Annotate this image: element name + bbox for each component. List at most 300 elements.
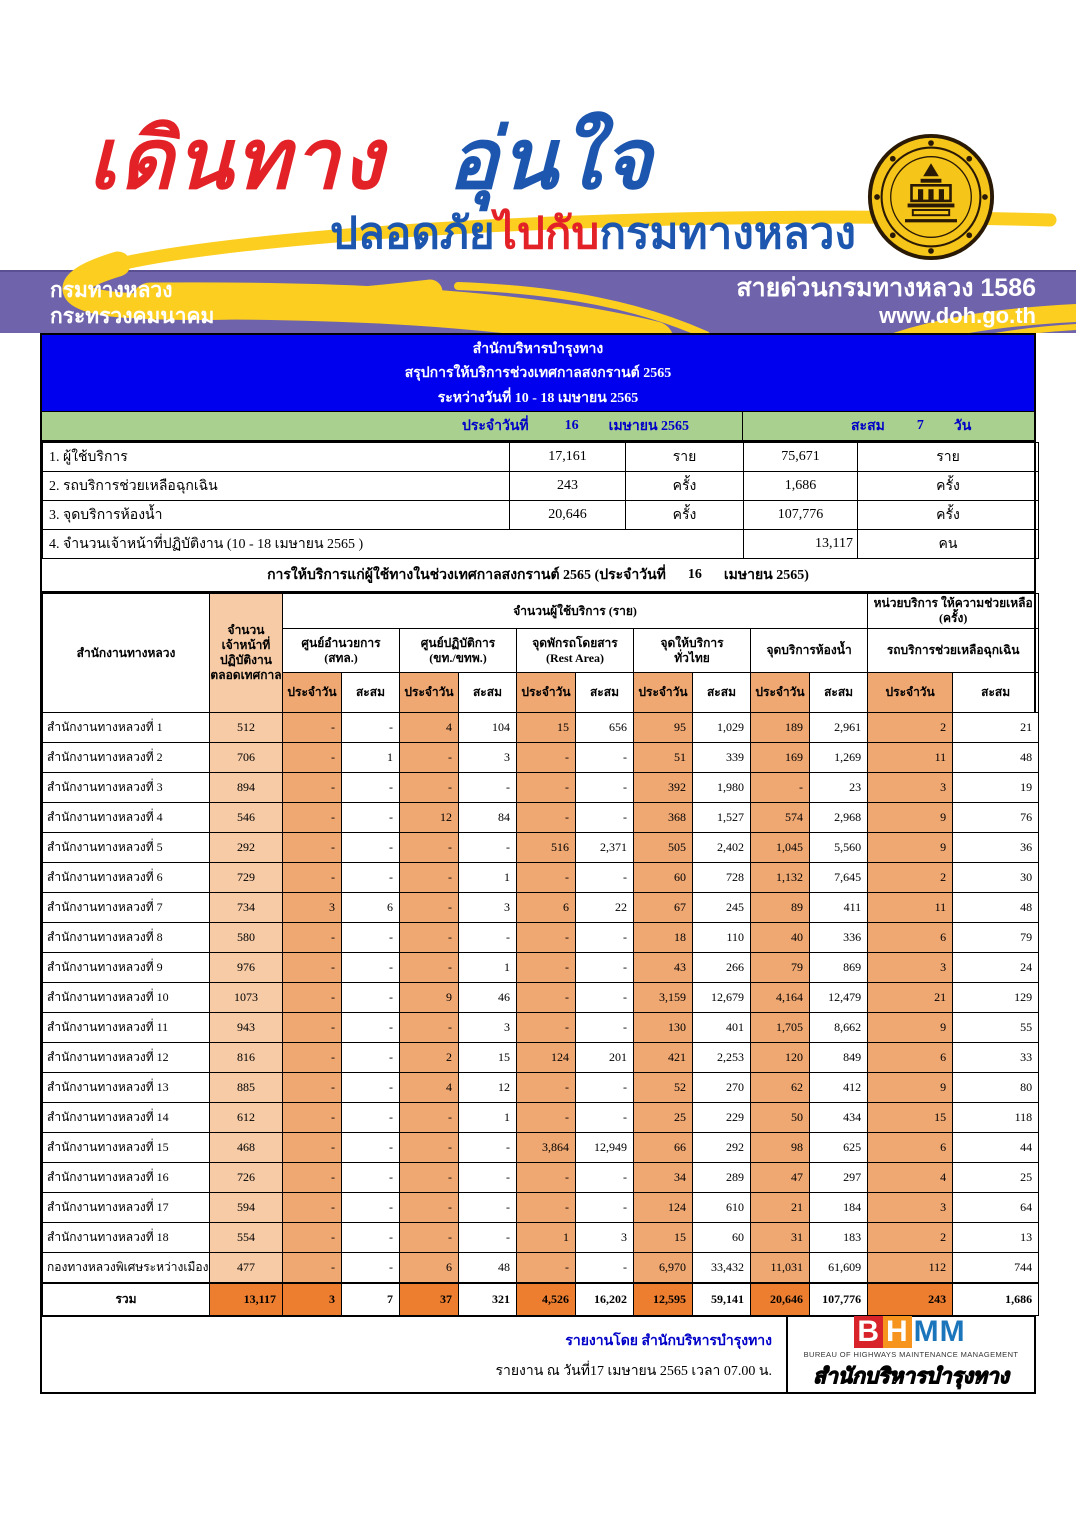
cum-value: 110: [693, 923, 751, 953]
cum-value: -: [342, 1253, 400, 1283]
daily-value: -: [283, 1163, 342, 1193]
cum-value: 44: [953, 1133, 1039, 1163]
cum-value: 12,479: [810, 983, 868, 1013]
cum-value: 8,662: [810, 1013, 868, 1043]
office-name: สำนักงานทางหลวงที่ 13: [43, 1073, 210, 1103]
summary-cum-value: 13,117: [744, 530, 858, 559]
subheader-restroom: [751, 629, 868, 673]
daily-value: -: [517, 773, 576, 803]
daily-value: 9: [400, 983, 459, 1013]
daily-value: 189: [751, 713, 810, 743]
cum-value: 625: [810, 1133, 868, 1163]
daily-value: -: [517, 863, 576, 893]
daily-col-header: ประจำวัน: [517, 673, 576, 713]
office-name: สำนักงานทางหลวงที่ 18: [43, 1223, 210, 1253]
daily-value: 98: [751, 1133, 810, 1163]
daily-value: 52: [634, 1073, 693, 1103]
report-meta: [495, 1327, 772, 1387]
daily-value: 6: [868, 1043, 953, 1073]
cum-value: -: [342, 1043, 400, 1073]
daily-value: -: [400, 773, 459, 803]
subheader-line: ศูนย์อำนวยการ: [301, 635, 381, 650]
summary-row: [43, 472, 1039, 501]
cum-value: -: [342, 863, 400, 893]
daily-value: 3: [868, 773, 953, 803]
staff-count: 729: [210, 863, 283, 893]
summary-table: [42, 442, 1039, 559]
daily-value: 89: [751, 893, 810, 923]
daily-value: 43: [634, 953, 693, 983]
report-document: [40, 333, 1036, 1394]
subheader-service-points: [634, 629, 751, 673]
cum-value: -: [459, 923, 517, 953]
cum-value: 30: [953, 863, 1039, 893]
daily-value: -: [517, 1253, 576, 1283]
summary-cum-unit: คน: [858, 530, 1039, 559]
daily-value: -: [400, 923, 459, 953]
office-name: สำนักงานทางหลวงที่ 2: [43, 743, 210, 773]
daily-value: -: [517, 1103, 576, 1133]
daily-value: 574: [751, 803, 810, 833]
cum-value: 266: [693, 953, 751, 983]
office-row: [43, 1103, 1039, 1133]
subheader-line: ทั่วไทย: [674, 650, 710, 665]
total-cell: 7: [342, 1283, 400, 1316]
office-row: [43, 1163, 1039, 1193]
cum-value: 80: [953, 1073, 1039, 1103]
daily-value: -: [517, 953, 576, 983]
bhmm-letters-mm: MM: [913, 1315, 966, 1348]
summary-cum-unit: ครั้ง: [858, 472, 1039, 501]
daily-value: -: [400, 1133, 459, 1163]
daily-value: -: [517, 803, 576, 833]
staff-column-header: [210, 594, 283, 713]
daily-value: 9: [868, 803, 953, 833]
subheader-line: (ขท./ขทพ.): [429, 650, 487, 665]
daily-value: 421: [634, 1043, 693, 1073]
cum-value: 61,609: [810, 1253, 868, 1283]
daily-value: 21: [868, 983, 953, 1013]
cum-value: 104: [459, 713, 517, 743]
daily-value: 6: [868, 1133, 953, 1163]
office-name: สำนักงานทางหลวงที่ 12: [43, 1043, 210, 1073]
daily-value: -: [400, 1163, 459, 1193]
daily-value: -: [283, 1103, 342, 1133]
department-name-block: [50, 278, 214, 330]
cum-value: 1: [459, 863, 517, 893]
cum-value: 7,645: [810, 863, 868, 893]
cum-value: 5,560: [810, 833, 868, 863]
office-name: สำนักงานทางหลวงที่ 15: [43, 1133, 210, 1163]
daily-value: 47: [751, 1163, 810, 1193]
bhmm-letter-h: H: [883, 1316, 912, 1348]
daily-value: 15: [634, 1223, 693, 1253]
users-group-header: จำนวนผู้ใช้บริการ (ราย): [283, 594, 868, 629]
daily-value: 18: [634, 923, 693, 953]
main-table-title-day: 16: [687, 567, 702, 582]
cum-value: 79: [953, 923, 1039, 953]
daily-value: 9: [868, 1013, 953, 1043]
main-table-title-prefix: การให้บริการแก่ผู้ใช้ทางในช่วงเทศกาลสงกรานต์ 2565 (ประจำวันที่: [267, 568, 666, 583]
cum-value: 184: [810, 1193, 868, 1223]
staff-count: 885: [210, 1073, 283, 1103]
daily-value: 4: [868, 1163, 953, 1193]
daily-value: 21: [751, 1193, 810, 1223]
office-row: [43, 893, 1039, 923]
staff-count: 976: [210, 953, 283, 983]
daily-value: 6: [517, 893, 576, 923]
brand-title-blue: อุ่นใจ: [447, 112, 654, 206]
daily-value: 4,164: [751, 983, 810, 1013]
daily-value: -: [283, 953, 342, 983]
office-name: สำนักงานทางหลวงที่ 6: [43, 863, 210, 893]
cum-value: -: [342, 713, 400, 743]
daily-value: 79: [751, 953, 810, 983]
daily-value: -: [283, 1193, 342, 1223]
total-staff: 13,117: [210, 1283, 283, 1316]
daily-value: -: [400, 1103, 459, 1133]
brand-title-red: เดินทาง: [88, 112, 385, 206]
cum-value: 297: [810, 1163, 868, 1193]
staff-count: 546: [210, 803, 283, 833]
daily-col-header: ประจำวัน: [634, 673, 693, 713]
cum-col-header: สะสม: [953, 673, 1039, 713]
daily-value: 11,031: [751, 1253, 810, 1283]
cum-value: 33,432: [693, 1253, 751, 1283]
assist-group-header: หน่วยบริการ ให้ความช่วยเหลือ (ครั้ง): [868, 594, 1039, 629]
office-row: [43, 833, 1039, 863]
daily-value: 124: [634, 1193, 693, 1223]
daily-value: -: [283, 803, 342, 833]
office-name: สำนักงานทางหลวงที่ 16: [43, 1163, 210, 1193]
office-row: [43, 953, 1039, 983]
bhmm-letters: [854, 1316, 967, 1348]
subheader-rest-area: [517, 629, 634, 673]
staff-header-line: เจ้าหน้าที่: [221, 638, 271, 652]
website-url: www.doh.go.th: [879, 303, 1036, 328]
cum-value: -: [576, 1073, 634, 1103]
cum-value: 13: [953, 1223, 1039, 1253]
daily-date-month: เมษายน 2565: [608, 419, 690, 434]
office-name: สำนักงานทางหลวงที่ 10: [43, 983, 210, 1013]
hotline-block: [736, 275, 1036, 329]
header-group-row: [43, 594, 1039, 629]
daily-value: 1: [517, 1223, 576, 1253]
total-cell: 107,776: [810, 1283, 868, 1316]
office-name: สำนักงานทางหลวงที่ 9: [43, 953, 210, 983]
office-row: [43, 773, 1039, 803]
office-row: [43, 983, 1039, 1013]
cumulative-days: 7: [916, 418, 924, 433]
cum-value: 3: [459, 743, 517, 773]
cum-value: -: [342, 923, 400, 953]
daily-date-day: 16: [564, 418, 579, 433]
cum-value: 24: [953, 953, 1039, 983]
total-cell: 4,526: [517, 1283, 576, 1316]
daily-value: -: [517, 983, 576, 1013]
office-row: [43, 1013, 1039, 1043]
daily-value: -: [400, 743, 459, 773]
daily-value: -: [283, 923, 342, 953]
cum-col-header: สะสม: [459, 673, 517, 713]
cum-value: -: [342, 1223, 400, 1253]
cum-value: -: [342, 1103, 400, 1133]
department-name: กรมทางหลวง: [50, 279, 173, 302]
cum-value: 3: [576, 1223, 634, 1253]
total-cell: 37: [400, 1283, 459, 1316]
daily-value: 2: [868, 863, 953, 893]
cum-value: 2,968: [810, 803, 868, 833]
daily-value: 120: [751, 1043, 810, 1073]
subheader-line: (Rest Area): [545, 650, 605, 665]
daily-value: -: [283, 743, 342, 773]
cum-value: -: [342, 803, 400, 833]
cum-value: -: [576, 773, 634, 803]
staff-count: 554: [210, 1223, 283, 1253]
cum-value: 1: [459, 953, 517, 983]
staff-count: 612: [210, 1103, 283, 1133]
cum-value: 849: [810, 1043, 868, 1073]
daily-value: -: [751, 773, 810, 803]
cum-value: -: [576, 953, 634, 983]
summary-daily-value: 17,161: [510, 443, 626, 472]
cum-value: -: [342, 833, 400, 863]
cum-value: -: [576, 803, 634, 833]
cum-value: -: [576, 923, 634, 953]
cum-value: -: [459, 773, 517, 803]
staff-count: 894: [210, 773, 283, 803]
daily-value: -: [283, 863, 342, 893]
office-name: สำนักงานทางหลวงที่ 14: [43, 1103, 210, 1133]
daily-value: -: [400, 1223, 459, 1253]
summary-cum-unit: ครั้ง: [858, 501, 1039, 530]
cumulative-days-unit: วัน: [953, 419, 972, 434]
office-row: [43, 863, 1039, 893]
daily-col-header: ประจำวัน: [751, 673, 810, 713]
tagline-part2: ไปกับ: [494, 209, 600, 258]
cum-value: 336: [810, 923, 868, 953]
daily-value: -: [400, 953, 459, 983]
cum-value: 728: [693, 863, 751, 893]
cum-value: 2,402: [693, 833, 751, 863]
staff-count: 477: [210, 1253, 283, 1283]
daily-value: 62: [751, 1073, 810, 1103]
cum-value: 183: [810, 1223, 868, 1253]
cum-value: 1,980: [693, 773, 751, 803]
cum-value: 1: [459, 1103, 517, 1133]
office-row: [43, 1133, 1039, 1163]
cum-value: 270: [693, 1073, 751, 1103]
daily-value: 51: [634, 743, 693, 773]
total-row: [43, 1283, 1039, 1316]
office-row: [43, 1223, 1039, 1253]
office-row: [43, 1193, 1039, 1223]
report-title-line1: สำนักบริหารบำรุงทาง: [472, 341, 604, 357]
cum-value: 3: [459, 1013, 517, 1043]
cum-value: 1: [342, 743, 400, 773]
tagline-part3: กรมทางหลวง: [599, 209, 856, 258]
staff-header-line: จำนวน: [227, 623, 265, 637]
cum-value: 412: [810, 1073, 868, 1103]
daily-value: 60: [634, 863, 693, 893]
daily-value: 66: [634, 1133, 693, 1163]
daily-value: 4: [400, 713, 459, 743]
subheader-line: จุดบริการห้องน้ำ: [766, 643, 852, 657]
total-cell: 20,646: [751, 1283, 810, 1316]
cumulative-label: สะสม: [851, 419, 885, 434]
daily-value: 368: [634, 803, 693, 833]
cum-value: -: [459, 1223, 517, 1253]
office-column-header: สำนักงานทางหลวง: [43, 594, 210, 713]
daily-col-header: ประจำวัน: [400, 673, 459, 713]
bhmm-caption-th: สำนักบริหารบำรุงทาง: [813, 1364, 1009, 1388]
report-title-line2: สรุปการให้บริการช่วงเทศกาลสงกรานต์ 2565: [404, 366, 672, 381]
subheader-line: (สทล.): [324, 650, 358, 665]
summary-label: 1. ผู้ใช้บริการ: [43, 443, 510, 472]
staff-count: 726: [210, 1163, 283, 1193]
main-table-title: [42, 559, 1034, 593]
total-cell: 321: [459, 1283, 517, 1316]
office-row: [43, 743, 1039, 773]
subheader-line: รถบริการช่วยเหลือฉุกเฉิน: [886, 643, 1020, 657]
doh-seal-icon: [866, 132, 996, 262]
daily-value: -: [517, 1013, 576, 1043]
date-row-cumulative: [743, 412, 1034, 440]
summary-row: [43, 501, 1039, 530]
daily-value: 9: [868, 833, 953, 863]
cum-value: -: [342, 1013, 400, 1043]
cum-value: 48: [459, 1253, 517, 1283]
staff-count: 1073: [210, 983, 283, 1013]
cum-value: 201: [576, 1043, 634, 1073]
daily-value: 2: [868, 713, 953, 743]
summary-label: 4. จำนวนเจ้าหน้าที่ปฏิบัติงาน (10 - 18 เมษายน 2565 ): [43, 530, 744, 559]
subheader-operation-units: [400, 629, 517, 673]
cum-value: 118: [953, 1103, 1039, 1133]
summary-label: 2. รถบริการช่วยเหลือฉุกเฉิน: [43, 472, 510, 501]
cum-value: -: [342, 983, 400, 1013]
office-row: [43, 713, 1039, 743]
cum-value: 48: [953, 743, 1039, 773]
cum-value: 245: [693, 893, 751, 923]
daily-value: 516: [517, 833, 576, 863]
total-cell: 243: [868, 1283, 953, 1316]
staff-count: 943: [210, 1013, 283, 1043]
cum-value: -: [576, 863, 634, 893]
cum-value: 84: [459, 803, 517, 833]
daily-value: -: [400, 1193, 459, 1223]
summary-daily-unit: ครั้ง: [626, 472, 744, 501]
cum-value: -: [342, 1073, 400, 1103]
cum-value: 129: [953, 983, 1039, 1013]
cum-value: -: [342, 1193, 400, 1223]
total-cell: 1,686: [953, 1283, 1039, 1316]
daily-value: -: [517, 1193, 576, 1223]
daily-value: -: [400, 893, 459, 923]
daily-value: 3: [868, 953, 953, 983]
ministry-name: กระทรวงคมนาคม: [50, 305, 215, 328]
summary-cum-value: 1,686: [744, 472, 858, 501]
date-row-daily: [42, 412, 743, 440]
cum-value: 33: [953, 1043, 1039, 1073]
summary-cum-unit: ราย: [858, 443, 1039, 472]
daily-value: 6: [400, 1253, 459, 1283]
cum-value: 656: [576, 713, 634, 743]
daily-col-header: ประจำวัน: [868, 673, 953, 713]
daily-value: 11: [868, 743, 953, 773]
cum-value: 60: [693, 1223, 751, 1253]
cum-value: 48: [953, 893, 1039, 923]
daily-value: 34: [634, 1163, 693, 1193]
cum-value: 64: [953, 1193, 1039, 1223]
staff-count: 292: [210, 833, 283, 863]
cum-value: 744: [953, 1253, 1039, 1283]
daily-value: 40: [751, 923, 810, 953]
cum-value: 411: [810, 893, 868, 923]
cum-value: 1,527: [693, 803, 751, 833]
cum-value: -: [576, 1163, 634, 1193]
daily-value: -: [283, 1013, 342, 1043]
cum-value: 2,253: [693, 1043, 751, 1073]
cum-value: 22: [576, 893, 634, 923]
daily-value: 1,705: [751, 1013, 810, 1043]
cum-value: 434: [810, 1103, 868, 1133]
daily-value: -: [283, 833, 342, 863]
daily-value: 3,159: [634, 983, 693, 1013]
services-table: [42, 593, 1039, 1316]
office-name: สำนักงานทางหลวงที่ 4: [43, 803, 210, 833]
cum-value: -: [459, 1163, 517, 1193]
daily-value: -: [283, 1253, 342, 1283]
date-row: [42, 412, 1034, 442]
daily-value: 392: [634, 773, 693, 803]
hotline-number: สายด่วนกรมทางหลวง 1586: [736, 274, 1036, 302]
cum-value: 401: [693, 1013, 751, 1043]
daily-value: 3: [283, 893, 342, 923]
daily-value: 95: [634, 713, 693, 743]
cum-value: 339: [693, 743, 751, 773]
total-cell: 3: [283, 1283, 342, 1316]
cum-value: -: [459, 1133, 517, 1163]
summary-daily-unit: ราย: [626, 443, 744, 472]
cum-value: -: [576, 983, 634, 1013]
daily-value: 4: [400, 1073, 459, 1103]
daily-value: 6: [868, 923, 953, 953]
office-name: สำนักงานทางหลวงที่ 3: [43, 773, 210, 803]
daily-value: -: [517, 1073, 576, 1103]
cum-col-header: สะสม: [693, 673, 751, 713]
daily-value: 67: [634, 893, 693, 923]
total-label: รวม: [43, 1283, 210, 1316]
daily-value: 2: [868, 1223, 953, 1253]
bhmm-letter-b: B: [854, 1316, 883, 1348]
summary-daily-value: 20,646: [510, 501, 626, 530]
staff-count: 706: [210, 743, 283, 773]
cum-value: 289: [693, 1163, 751, 1193]
daily-value: 25: [634, 1103, 693, 1133]
daily-value: 112: [868, 1253, 953, 1283]
reported-at: รายงาน ณ วันที่17 เมษายน 2565 เวลา 07.00 น.: [495, 1364, 772, 1379]
daily-value: -: [400, 863, 459, 893]
cum-value: -: [342, 1163, 400, 1193]
cum-value: -: [342, 773, 400, 803]
daily-value: -: [283, 983, 342, 1013]
office-name: สำนักงานทางหลวงที่ 8: [43, 923, 210, 953]
cum-value: 15: [459, 1043, 517, 1073]
daily-value: 50: [751, 1103, 810, 1133]
cum-value: -: [576, 1013, 634, 1043]
daily-value: -: [517, 923, 576, 953]
